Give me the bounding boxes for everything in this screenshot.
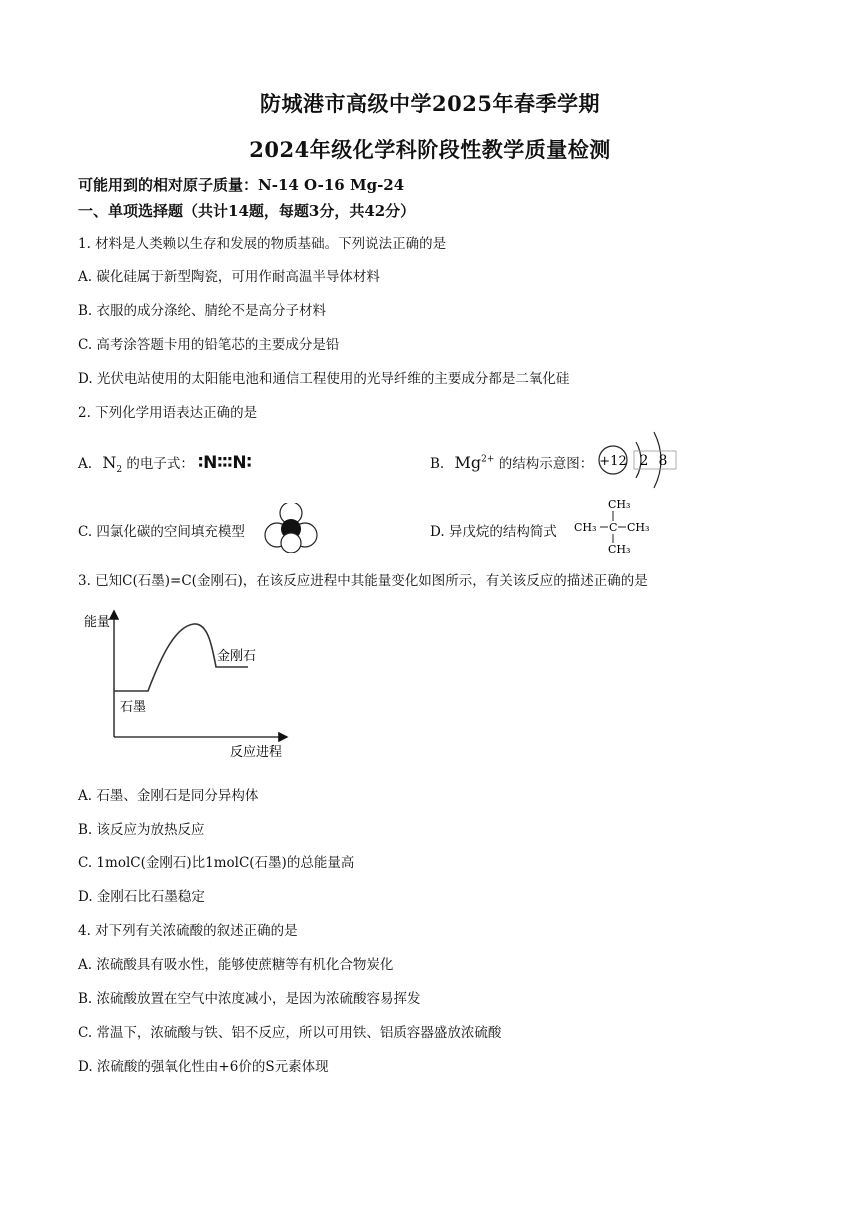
q3-option-d: D. 金刚石比石墨稳定: [78, 889, 205, 905]
n2-lewis-structure: ∶N∶∶∶N∶: [198, 453, 252, 473]
q1-option-d: D. 光伏电站使用的太阳能电池和通信工程使用的光导纤维的主要成分都是二氧化硅: [78, 371, 570, 387]
isopentane-structure: [574, 494, 654, 556]
q2-a-formula: [102, 453, 123, 476]
q2-a-formula-symbol: N: [102, 453, 117, 472]
q2-a-formula-subscript: 2: [116, 465, 123, 476]
q4-option-d: D. 浓硫酸的强氧化性由+6价的S元素体现: [78, 1059, 329, 1075]
q3-option-a: A. 石墨、金刚石是同分异构体: [78, 788, 259, 804]
q3-stem: 3. 已知C(石墨)=C(金刚石)，在该反应进程中其能量变化如图所示，有关该反应的描述正确的是: [78, 573, 648, 589]
section-heading-single-choice: 一、单项选择题（共计14题，每题3分，共42分）: [78, 202, 416, 220]
diamond-label: 金刚石: [217, 649, 257, 664]
q3-option-c: C. 1molC(金刚石)比1molC(石墨)的总能量高: [78, 855, 355, 871]
q4-option-c: C. 常温下，浓硫酸与铁、铝不反应，所以可用铁、铝质容器盛放浓硫酸: [78, 1025, 502, 1041]
q1-option-b: B. 衣服的成分涤纶、腈纶不是高分子材料: [78, 303, 327, 319]
shell-1-electrons: 2: [639, 453, 649, 469]
mg-ion-structure-diagram: [596, 428, 686, 490]
methyl-bottom: CH₃: [608, 543, 631, 556]
q1-option-a: A. 碳化硅属于新型陶瓷，可用作耐高温半导体材料: [78, 269, 380, 285]
atomic-masses: 可能用到的相对原子质量：N-14 O-16 Mg-24: [78, 176, 405, 194]
q2-option-d: D. 异戊烷的结构简式: [430, 524, 557, 540]
q4-option-b: B. 浓硫酸放置在空气中浓度减小，是因为浓硫酸容易挥发: [78, 991, 421, 1007]
central-carbon: C: [609, 521, 618, 534]
q2-a-prefix: A.: [78, 456, 93, 472]
energy-profile-diagram: [76, 604, 306, 764]
exam-title-line-1: 防城港市高级中学2025年春季学期: [260, 91, 600, 116]
graphite-label: 石墨: [120, 700, 147, 715]
shell-2-electrons: 8: [658, 453, 668, 469]
q1-option-c: C. 高考涂答题卡用的铅笔芯的主要成分是铅: [78, 337, 340, 353]
q2-b-text: 的结构示意图：: [498, 456, 594, 472]
q2-b-formula-symbol: Mg: [454, 453, 482, 472]
q2-option-b: [430, 452, 593, 472]
q2-b-prefix: B.: [430, 456, 445, 472]
q2-option-c: C. 四氯化碳的空间填充模型: [78, 524, 245, 540]
q2-b-formula: [455, 453, 495, 472]
q4-stem: 4. 对下列有关浓硫酸的叙述正确的是: [78, 923, 298, 939]
ccl4-space-filling-model: [264, 503, 318, 553]
q3-option-b: B. 该反应为放热反应: [78, 822, 205, 838]
methyl-top: CH₃: [608, 498, 631, 511]
cl-atom-bottom: [281, 533, 301, 553]
q2-stem: 2. 下列化学用语表达正确的是: [78, 405, 258, 421]
progress-axis-label: 反应进程: [230, 745, 283, 760]
energy-axis-label: 能量: [84, 615, 111, 630]
q4-option-a: A. 浓硫酸具有吸水性，能够使蔗糖等有机化合物炭化: [78, 957, 394, 973]
methyl-right: CH₃: [627, 521, 650, 534]
q2-a-text: 的电子式：: [126, 456, 194, 472]
methyl-left: CH₃: [574, 521, 597, 534]
exam-title-line-2: 2024年级化学科阶段性教学质量检测: [249, 137, 611, 162]
nucleus-charge: +12: [599, 454, 627, 469]
q2-b-formula-charge: 2+: [481, 454, 495, 465]
q2-option-a: [78, 452, 252, 475]
q1-stem: 1. 材料是人类赖以生存和发展的物质基础。下列说法正确的是: [78, 236, 447, 252]
